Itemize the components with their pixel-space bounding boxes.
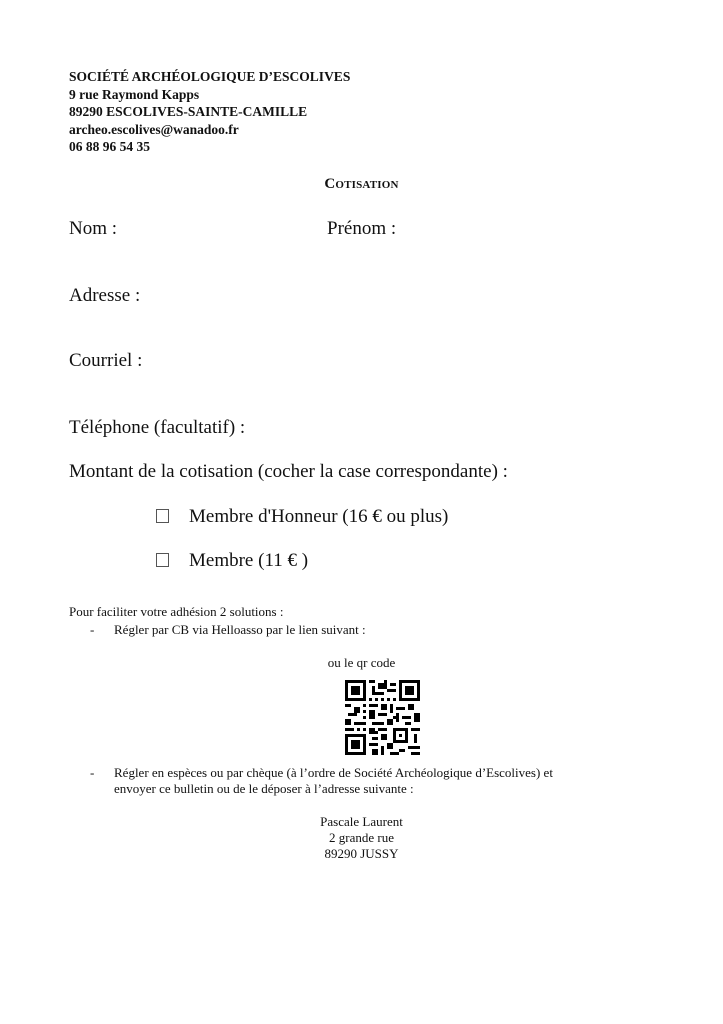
payment-option-helloasso [90,622,366,638]
checkbox-membre-honneur[interactable] [156,509,169,523]
payment-option-cheque [90,765,553,781]
org-phone: 06 88 96 54 35 [69,139,150,154]
nom-label: Nom : [69,218,118,239]
org-city: 89290 ESCOLIVES-SAINTE-CAMILLE [69,104,308,119]
prenom-label: Prénom : [327,218,397,239]
courriel-label: Courriel : [69,350,143,371]
montant-label: Montant de la cotisation (cocher la case correspondante) : [69,461,508,482]
bullet-dash: - [90,622,95,637]
adresse-label: Adresse : [69,285,141,306]
org-street: 9 rue Raymond Kapps [69,86,200,102]
payment-option-cheque-text-2: envoyer ce bulletin ou de le déposer à l’adresse suivante : [114,781,414,796]
checkbox-membre[interactable] [156,553,169,567]
bullet-dash: - [90,765,95,780]
address-name: Pascale Laurent [320,814,403,829]
address-street: 2 grande rue [329,830,394,845]
option-membre[interactable] [156,550,308,572]
payment-option-cheque-text-1: Régler en espèces ou par chèque (à l’ordre de Société Archéologique d’Escolives) et [114,765,553,780]
payment-intro: Pour faciliter votre adhésion 2 solutions : [69,604,284,619]
option-membre-honneur-label: Membre d'Honneur (16 € ou plus) [189,506,449,527]
option-membre-honneur[interactable] [156,506,448,528]
qr-caption: ou le qr code [327,655,396,670]
payment-option-helloasso-text: Régler par CB via Helloasso par le lien suivant : [114,622,366,637]
org-name: SOCIÉTÉ ARCHÉOLOGIQUE D’ESCOLIVES [69,69,351,84]
telephone-label: Téléphone (facultatif) : [69,417,246,438]
qr-code-icon[interactable] [345,680,420,755]
page-title: Cotisation [324,176,399,192]
address-city: 89290 JUSSY [324,846,399,861]
org-email[interactable]: archeo.escolives@wanadoo.fr [69,121,239,137]
organization-header [69,68,350,156]
option-membre-label: Membre (11 € ) [189,550,309,571]
